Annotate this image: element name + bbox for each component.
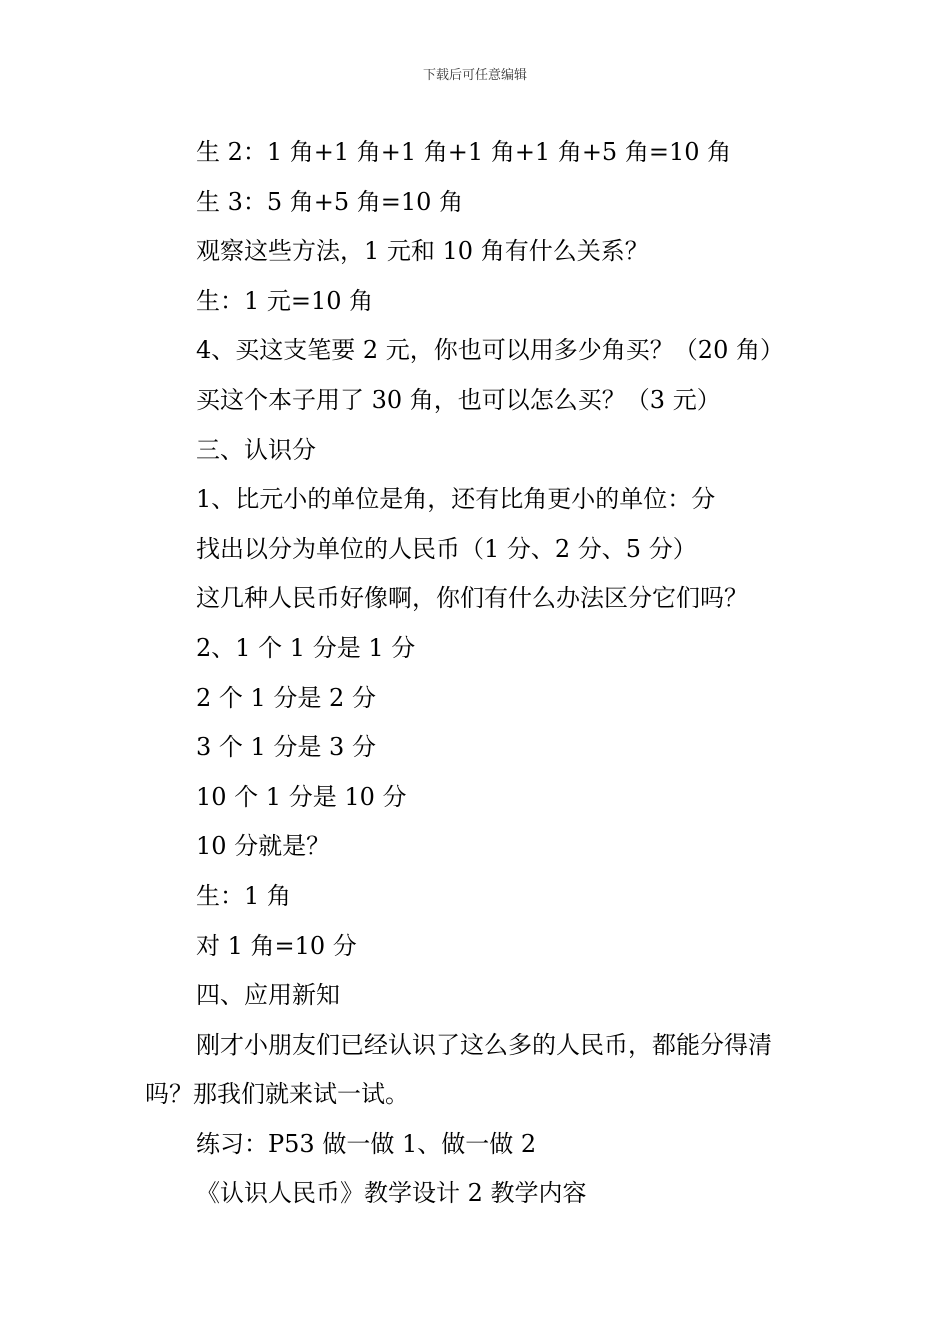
- text-line: 2 个 1 分是 2 分: [196, 683, 376, 712]
- text-line: 买这个本子用了 30 角，也可以怎么买？（3 元）: [196, 385, 721, 414]
- paragraph: 刚才小朋友们已经认识了这么多的人民币，都能分得清吗？那我们就来试一试。: [145, 1030, 772, 1109]
- text-line: 观察这些方法，1 元和 10 角有什么关系？: [196, 237, 649, 266]
- text-line: 生 2：1 角+1 角+1 角+1 角+1 角+5 角=10 角: [196, 138, 732, 166]
- text-line: 10 个 1 分是 10 分: [196, 782, 407, 811]
- text-line: 10 分就是？: [196, 832, 331, 861]
- text-line: 4、买这支笔要 2 元，你也可以用多少角买？（20 角）: [196, 336, 784, 365]
- text-line: 《认识人民币》教学设计 2 教学内容: [196, 1179, 587, 1208]
- text-line: 生 3：5 角+5 角=10 角: [196, 187, 464, 216]
- section-heading: 三、认识分: [196, 435, 316, 464]
- text-line: 这几种人民币好像啊，你们有什么办法区分它们吗？: [196, 584, 748, 613]
- text-line: 3 个 1 分是 3 分: [196, 733, 376, 762]
- text-line: 对 1 角=10 分: [196, 931, 357, 960]
- page-header: 下载后可任意编辑: [422, 68, 527, 83]
- text-line: 1、比元小的单位是角，还有比角更小的单位：分: [196, 485, 716, 514]
- section-heading: 四、应用新知: [196, 981, 340, 1010]
- text-line: 找出以分为单位的人民币（1 分、2 分、5 分）: [196, 534, 697, 563]
- text-line: 练习：P53 做一做 1、做一做 2: [196, 1129, 537, 1158]
- text-line: 生：1 角: [196, 881, 291, 910]
- text-line: 生：1 元=10 角: [196, 286, 374, 315]
- document-body: [145, 128, 825, 1219]
- text-line: 2、1 个 1 分是 1 分: [196, 633, 416, 662]
